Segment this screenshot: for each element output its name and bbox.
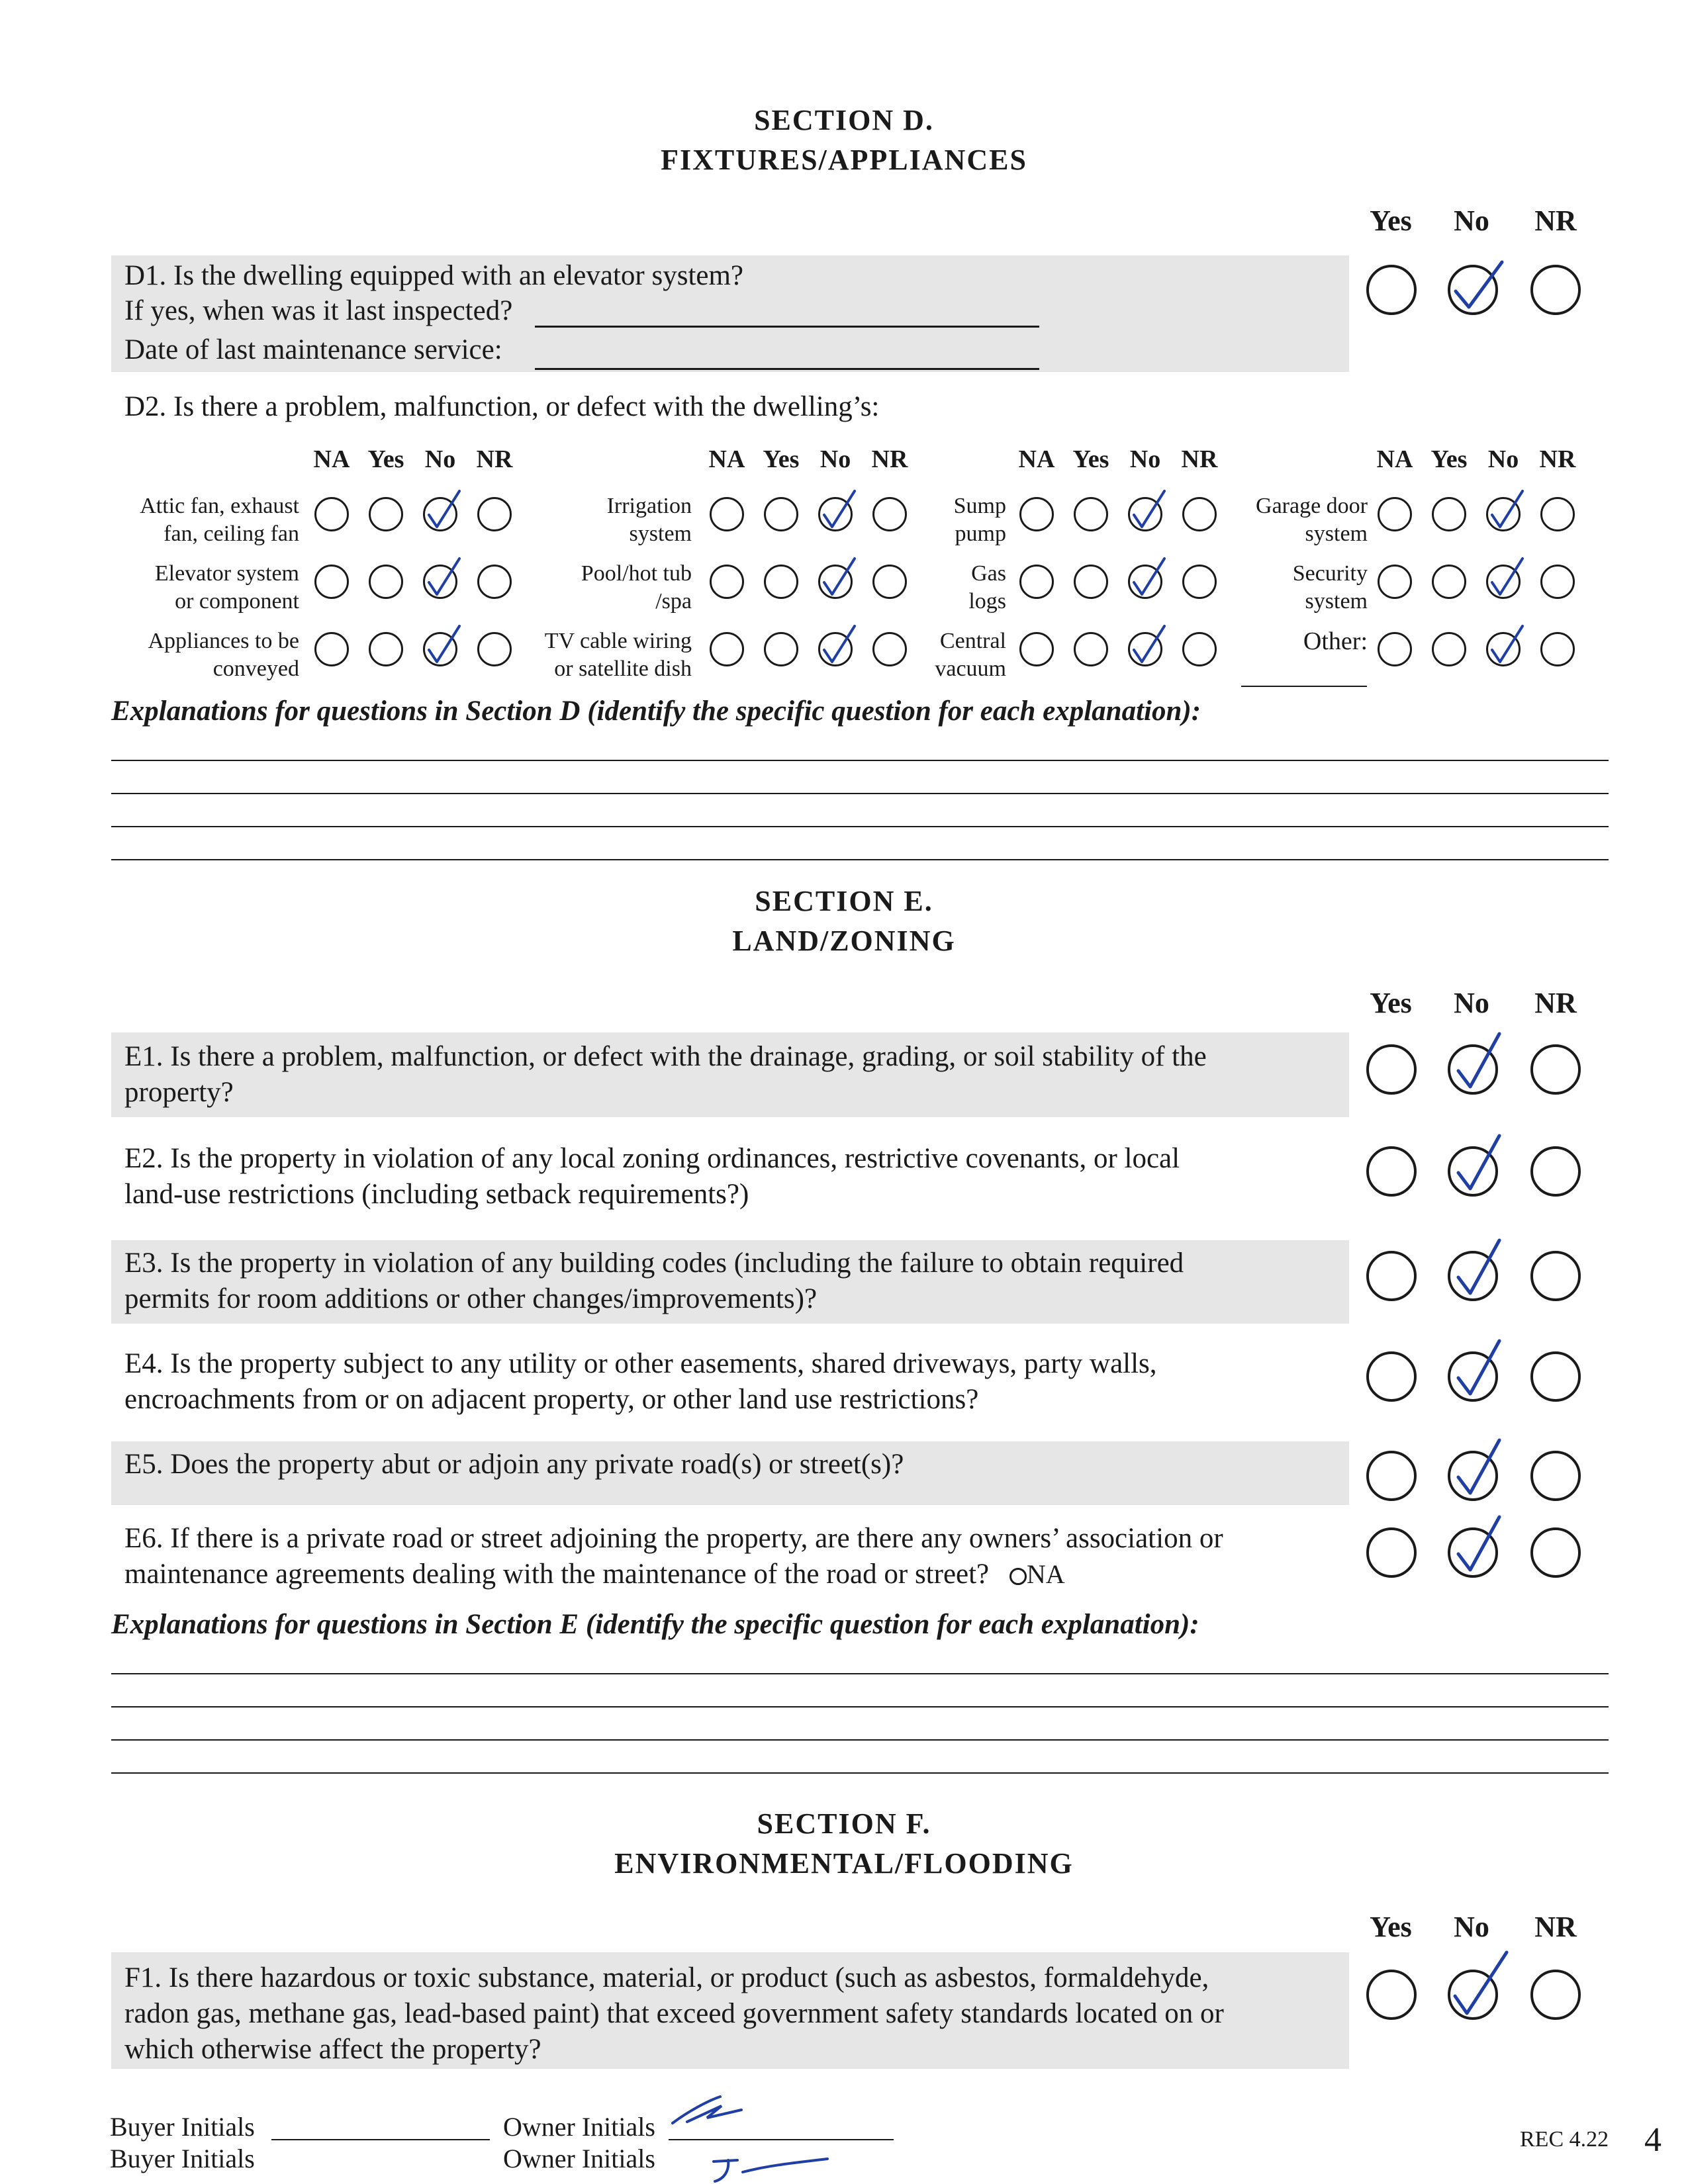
d2-item-central-vacuum-label: Central vacuum: [935, 629, 1006, 681]
e5-question: E5. Does the property abut or adjoin any private road(s) or street(s)?: [124, 1449, 904, 1480]
e2-nr-radio[interactable]: [1530, 1146, 1581, 1197]
d2-garage-yes-radio[interactable]: [1432, 497, 1466, 531]
f1-nr-radio[interactable]: [1530, 1970, 1581, 2020]
d2-tv-cable-yes-radio[interactable]: [764, 632, 798, 666]
d2-appliances-na-radio[interactable]: [314, 632, 349, 666]
no-header: No: [820, 445, 851, 473]
d2-other-nr-radio[interactable]: [1540, 632, 1575, 666]
d2-security-na-radio[interactable]: [1378, 565, 1412, 599]
col-yes-header: Yes: [1370, 205, 1412, 237]
d2-other-field[interactable]: [1241, 686, 1367, 687]
f1-yes-radio[interactable]: [1366, 1970, 1417, 2020]
d2-group-2-header: [700, 445, 917, 474]
e6-na-label: NA: [1026, 1559, 1065, 1589]
d2-other-yes-radio[interactable]: [1432, 632, 1466, 666]
section-f-title: SECTION F.: [757, 1807, 931, 1840]
no-header: No: [1129, 445, 1161, 473]
d2-sump-no-radio[interactable]: [1128, 497, 1162, 531]
d1-no-radio[interactable]: [1448, 265, 1498, 315]
d2-irrigation-no-radio[interactable]: [818, 497, 853, 531]
e4-no-radio[interactable]: [1448, 1351, 1498, 1402]
nr-header: NR: [871, 445, 908, 473]
nr-header: NR: [1539, 445, 1576, 473]
e6-na-radio[interactable]: [1009, 1568, 1027, 1585]
section-d-explanation-line[interactable]: [111, 859, 1609, 860]
e5-yes-radio[interactable]: [1366, 1451, 1417, 1501]
d1-maintenance-label: Date of last maintenance service:: [124, 334, 502, 365]
d2-question: D2. Is there a problem, malfunction, or defect with the dwelling’s:: [124, 391, 880, 422]
d2-item-security-label: Security system: [1292, 561, 1368, 614]
buyer-initials-field-1[interactable]: [271, 2139, 490, 2140]
e3-nr-radio[interactable]: [1530, 1251, 1581, 1301]
col-no-header: No: [1454, 205, 1489, 237]
e6-no-radio[interactable]: [1448, 1527, 1498, 1578]
nr-header: NR: [476, 445, 513, 473]
d2-tv-cable-nr-radio[interactable]: [872, 632, 907, 666]
e1-nr-radio[interactable]: [1530, 1044, 1581, 1095]
col-yes-header: Yes: [1370, 1911, 1412, 1943]
section-d-explanations-label: Explanations for questions in Section D (identify the specific question for each explanation):: [111, 696, 1201, 727]
d2-elevator-no-radio[interactable]: [423, 565, 457, 599]
e1-question: E1. Is there a problem, malfunction, or defect with the drainage, grading, or soil stability of the property?: [124, 1041, 1207, 1108]
e1-yes-radio[interactable]: [1366, 1044, 1417, 1095]
e6-yes-radio[interactable]: [1366, 1527, 1417, 1578]
e6-nr-radio[interactable]: [1530, 1527, 1581, 1578]
d2-gas-logs-nr-radio[interactable]: [1182, 565, 1217, 599]
yes-header: Yes: [763, 445, 800, 473]
section-e-explanation-line[interactable]: [111, 1673, 1609, 1674]
d2-garage-na-radio[interactable]: [1378, 497, 1412, 531]
d1-nr-radio[interactable]: [1530, 265, 1581, 315]
e4-nr-radio[interactable]: [1530, 1351, 1581, 1402]
col-no-header: No: [1454, 1911, 1489, 1943]
d2-item-attic-fan-label: Attic fan, exhaust fan, ceiling fan: [140, 494, 299, 546]
e6-question: E6. If there is a private road or street adjoining the property, are there any owners’ association or maintenance agreements dealing with the maintenance of the road or street? NA: [124, 1523, 1223, 1590]
na-header: NA: [313, 445, 350, 473]
owner-initials-signature-2: [708, 2152, 834, 2184]
d2-irrigation-na-radio[interactable]: [710, 497, 744, 531]
d2-security-yes-radio[interactable]: [1432, 565, 1466, 599]
d2-security-no-radio[interactable]: [1486, 565, 1521, 599]
owner-initials-label-1: Owner Initials: [503, 2112, 655, 2142]
d2-garage-nr-radio[interactable]: [1540, 497, 1575, 531]
owner-initials-field-1[interactable]: [669, 2139, 894, 2140]
e2-yes-radio[interactable]: [1366, 1146, 1417, 1197]
d2-pool-yes-radio[interactable]: [764, 565, 798, 599]
yes-header: Yes: [1072, 445, 1109, 473]
d2-tv-cable-na-radio[interactable]: [710, 632, 744, 666]
col-nr-header: NR: [1534, 987, 1577, 1019]
d2-attic-na-radio[interactable]: [314, 497, 349, 531]
e5-nr-radio[interactable]: [1530, 1451, 1581, 1501]
d2-elevator-yes-radio[interactable]: [369, 565, 403, 599]
d2-item-garage-door-label: Garage door system: [1256, 494, 1368, 546]
d2-garage-no-radio[interactable]: [1486, 497, 1521, 531]
d2-item-other-label: Other:: [1303, 627, 1368, 655]
d2-item-gas-logs-label: Gas logs: [968, 561, 1006, 614]
d2-pool-no-radio[interactable]: [818, 565, 853, 599]
d2-gas-logs-na-radio[interactable]: [1019, 565, 1054, 599]
buyer-initials-label-2: Buyer Initials: [110, 2144, 255, 2173]
d2-item-elevator-label: Elevator system or component: [154, 561, 299, 614]
e4-question: E4. Is the property subject to any utility or other easements, shared driveways, party walls, encroachments from or on adjacent property, or other land use restrictions?: [124, 1348, 1157, 1415]
form-code: REC 4.22: [1520, 2127, 1609, 2152]
d2-group-1-header: [305, 445, 522, 474]
e2-no-radio[interactable]: [1448, 1146, 1498, 1197]
d2-item-irrigation-label: Irrigation system: [606, 494, 692, 546]
d2-appliances-nr-radio[interactable]: [477, 632, 512, 666]
d2-item-appliances-label: Appliances to be conveyed: [148, 629, 299, 681]
na-header: NA: [1376, 445, 1413, 473]
d1-yes-radio[interactable]: [1366, 265, 1417, 315]
d2-other-na-radio[interactable]: [1378, 632, 1412, 666]
no-header: No: [424, 445, 456, 473]
section-d-subtitle: FIXTURES/APPLIANCES: [661, 144, 1027, 176]
d2-appliances-yes-radio[interactable]: [369, 632, 403, 666]
d2-attic-no-radio[interactable]: [423, 497, 457, 531]
d2-elevator-na-radio[interactable]: [314, 565, 349, 599]
col-yes-header: Yes: [1370, 987, 1412, 1019]
d2-tv-cable-no-radio[interactable]: [818, 632, 853, 666]
d1-maintenance-field[interactable]: [535, 368, 1039, 370]
d2-vacuum-nr-radio[interactable]: [1182, 632, 1217, 666]
section-e-explanations-label: Explanations for questions in Section E (identify the specific question for each explanation):: [111, 1609, 1199, 1640]
d2-sump-yes-radio[interactable]: [1074, 497, 1108, 531]
section-e-title: SECTION E.: [755, 885, 933, 917]
d2-attic-nr-radio[interactable]: [477, 497, 512, 531]
d2-gas-logs-no-radio[interactable]: [1128, 565, 1162, 599]
section-e-explanation-line[interactable]: [111, 1772, 1609, 1774]
d2-sump-na-radio[interactable]: [1019, 497, 1054, 531]
d2-irrigation-nr-radio[interactable]: [872, 497, 907, 531]
d2-appliances-no-radio[interactable]: [423, 632, 457, 666]
e1-no-radio[interactable]: [1448, 1044, 1498, 1095]
na-header: NA: [1018, 445, 1055, 473]
d2-elevator-nr-radio[interactable]: [477, 565, 512, 599]
e2-question: E2. Is the property in violation of any local zoning ordinances, restrictive covenants, or local land-use restrictions (including setback requirements?): [124, 1143, 1180, 1210]
no-header: No: [1487, 445, 1519, 473]
d2-vacuum-na-radio[interactable]: [1019, 632, 1054, 666]
d2-pool-nr-radio[interactable]: [872, 565, 907, 599]
section-d-explanation-line[interactable]: [111, 826, 1609, 827]
d2-security-nr-radio[interactable]: [1540, 565, 1575, 599]
nr-header: NR: [1181, 445, 1218, 473]
d2-item-sump-pump-label: Sump pump: [953, 494, 1006, 546]
yes-header: Yes: [1430, 445, 1468, 473]
e4-yes-radio[interactable]: [1366, 1351, 1417, 1402]
d1-question: D1. Is the dwelling equipped with an elevator system?: [124, 260, 744, 291]
col-nr-header: NR: [1534, 205, 1577, 237]
e5-no-radio[interactable]: [1448, 1451, 1498, 1501]
na-header: NA: [708, 445, 745, 473]
d2-irrigation-yes-radio[interactable]: [764, 497, 798, 531]
d2-other-no-radio[interactable]: [1486, 632, 1521, 666]
d2-attic-yes-radio[interactable]: [369, 497, 403, 531]
d1-inspected-label: If yes, when was it last inspected?: [124, 295, 513, 326]
page-number: 4: [1644, 2121, 1662, 2159]
section-d-explanation-line[interactable]: [111, 793, 1609, 794]
d2-pool-na-radio[interactable]: [710, 565, 744, 599]
owner-initials-signature-1: [669, 2091, 761, 2138]
d2-item-tv-cable-label: TV cable wiring or satellite dish: [544, 629, 692, 681]
section-f-subtitle: ENVIRONMENTAL/FLOODING: [614, 1847, 1074, 1880]
d2-group-3-header: [1009, 445, 1227, 474]
e3-question: E3. Is the property in violation of any building codes (including the failure to obtain required permits for room additions or other changes/improvements)?: [124, 1248, 1184, 1314]
col-nr-header: NR: [1534, 1911, 1577, 1943]
buyer-initials-label-1: Buyer Initials: [110, 2112, 255, 2142]
d2-vacuum-yes-radio[interactable]: [1074, 632, 1108, 666]
section-d-explanation-line[interactable]: [111, 760, 1609, 761]
col-no-header: No: [1454, 987, 1489, 1019]
e3-no-radio[interactable]: [1448, 1251, 1498, 1301]
section-d-title: SECTION D.: [754, 104, 934, 136]
d2-item-pool-label: Pool/hot tub /spa: [581, 561, 692, 614]
section-e-explanation-line[interactable]: [111, 1706, 1609, 1707]
f1-question: F1. Is there hazardous or toxic substance, material, or product (such as asbestos, formaldehyde, radon gas, methane gas, lead-based paint) that exceed government safety standards located on or which otherwise affect the property?: [124, 1962, 1224, 2065]
d1-inspected-field[interactable]: [535, 326, 1039, 328]
owner-initials-label-2: Owner Initials: [503, 2144, 655, 2173]
f1-no-radio[interactable]: [1448, 1970, 1498, 2020]
d2-group-4-header: [1368, 445, 1585, 474]
e3-yes-radio[interactable]: [1366, 1251, 1417, 1301]
d2-gas-logs-yes-radio[interactable]: [1074, 565, 1108, 599]
yes-header: Yes: [367, 445, 404, 473]
section-e-explanation-line[interactable]: [111, 1739, 1609, 1741]
d2-sump-nr-radio[interactable]: [1182, 497, 1217, 531]
section-e-subtitle: LAND/ZONING: [732, 925, 956, 957]
d2-vacuum-no-radio[interactable]: [1128, 632, 1162, 666]
